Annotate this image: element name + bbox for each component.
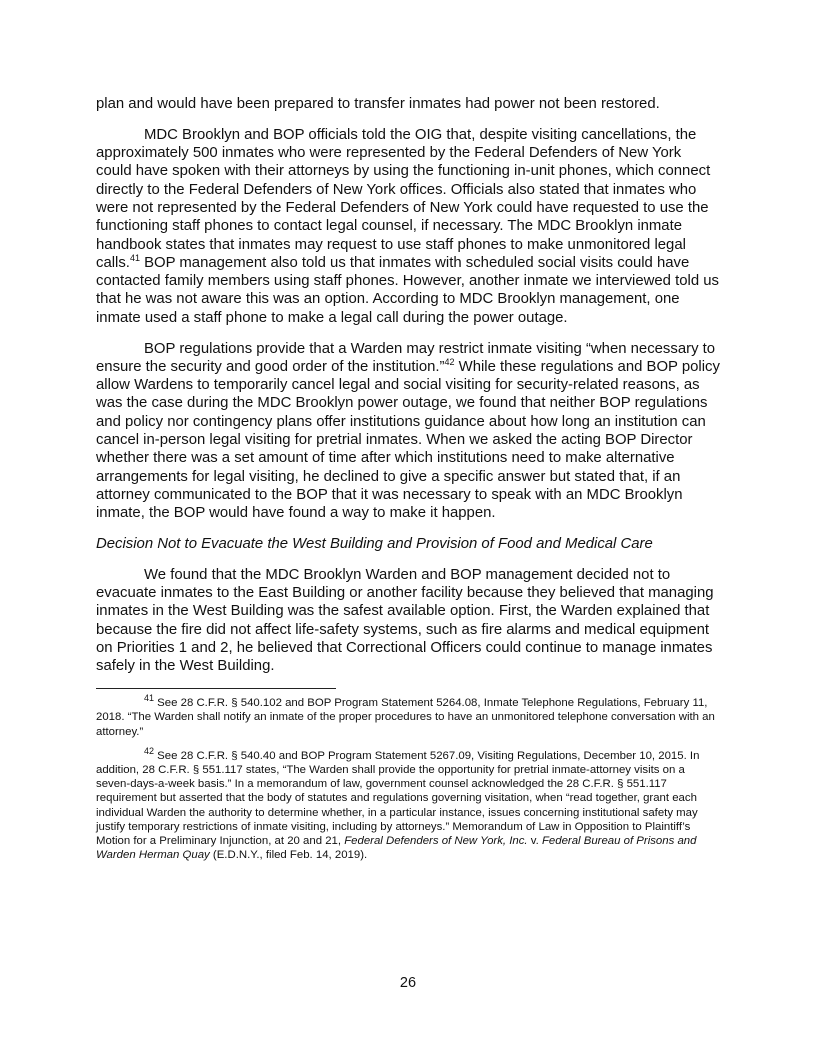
footnote-42-versus: v. (527, 834, 542, 847)
paragraph-3-text-b: While these regulations and BOP policy allow Wardens to temporarily cancel legal and social visiting for security-related reasons, as was the case during the MDC Brooklyn power outage, we found that neither BOP regulations and policy nor contingency plans offer institutions guidance about how long an institution can cancel in-person legal visiting for pretrial inmates. When we asked the acting BOP Director whether there was a set amount of time after which institutions need to make alternative arrangements for legal visiting, he declined to give a specific answer but stated that, if an attorney communicated to the BOP that it was necessary to speak with an MDC Brooklyn inmate, the BOP would have found a way to make it happen. (96, 358, 720, 522)
footnote-42 (96, 745, 720, 863)
footnote-42-text-1: See 28 C.F.R. § 540.40 and BOP Program Statement 5267.09, Visiting Regulations, December 10, 2015. In addition, 28 C.F.R. § 551.117 states, “The Warden shall provide the opportunity for pretrial inmate-attorney visits on a seven-days-a-week basis.” In a memorandum of law, government counsel acknowledged the 28 C.F.R. § 551.117 requirement but asserted that the body of statutes and regulations governing visitation, when “read together, grant each individual Warden the authority to determine whether, in a particular instance, issues concerning institutional safety may justify temporary restrictions of inmate visiting, including by attorneys.” Memorandum of Law in Opposition to Plaintiff’s Motion for a Preliminary Injunction, at 20 and 21, (96, 749, 700, 847)
footnote-41-text: See 28 C.F.R. § 540.102 and BOP Program Statement 5264.08, Inmate Telephone Regulations, February 11, 2018. “The Warden shall notify an inmate of the proper procedures to have an unmonitored telephone conversation with an attorney.” (96, 697, 715, 738)
paragraph-2-text-b: BOP management also told us that inmates with scheduled social visits could have contacted family members using staff phones. However, another inmate we interviewed told us that he was not aware this was an option. According to MDC Brooklyn management, one inmate used a staff phone to make a legal call during the power outage. (96, 254, 719, 326)
paragraph-2 (96, 126, 720, 327)
footnote-42-number: 42 (144, 745, 155, 756)
paragraph-3 (96, 340, 720, 523)
paragraph-3-text-a: BOP regulations provide that a Warden may restrict inmate visiting “when necessary to ensure the security and good order of the institution.” (96, 340, 716, 375)
footnote-42-text-2: (E.D.N.Y., filed Feb. 14, 2019). (209, 849, 368, 862)
paragraph-1: plan and would have been prepared to transfer inmates had power not been restored. (96, 96, 660, 112)
footnote-42-case-party-1: Federal Defenders of New York, Inc. (344, 834, 528, 847)
section-heading: Decision Not to Evacuate the West Building and Provision of Food and Medical Care (96, 536, 653, 553)
footnote-ref-42[interactable]: 42 (444, 356, 455, 367)
page-number: 26 (399, 975, 417, 991)
footnote-41 (96, 693, 720, 739)
paragraph-2-text-a: MDC Brooklyn and BOP officials told the OIG that, despite visiting cancellations, the approximately 500 inmates who were represented by the Federal Defenders of New York could have spoken with their attorneys by using the functioning in-unit phones, which connect directly to the Federal Defenders of New York offices. Officials also stated that inmates who were not represented by the Federal Defenders of New York could have requested to use the functioning staff phones to contact legal counsel, if necessary. The MDC Brooklyn inmate handbook states that inmates may request to use staff phones to make unmonitored legal calls. (96, 126, 711, 271)
paragraph-4: We found that the MDC Brooklyn Warden and BOP management decided not to evacuate inmates to the East Building or another facility because they believed that managing inmates in the West Building was the safest available option. First, the Warden explained that because the fire did not affect life-safety systems, such as fire alarms and medical equipment on Priorities 1 and 2, he believed that Correctional Officers could continue to manage inmates safely in the West Building. (96, 566, 714, 675)
footnote-41-number: 41 (144, 693, 155, 704)
footnote-divider (96, 688, 336, 689)
document-page (96, 95, 720, 872)
footnote-42-case-party-2: Federal Bureau of Prisons and Warden Herman Quay (96, 834, 697, 862)
footnote-ref-41[interactable]: 41 (129, 252, 140, 263)
